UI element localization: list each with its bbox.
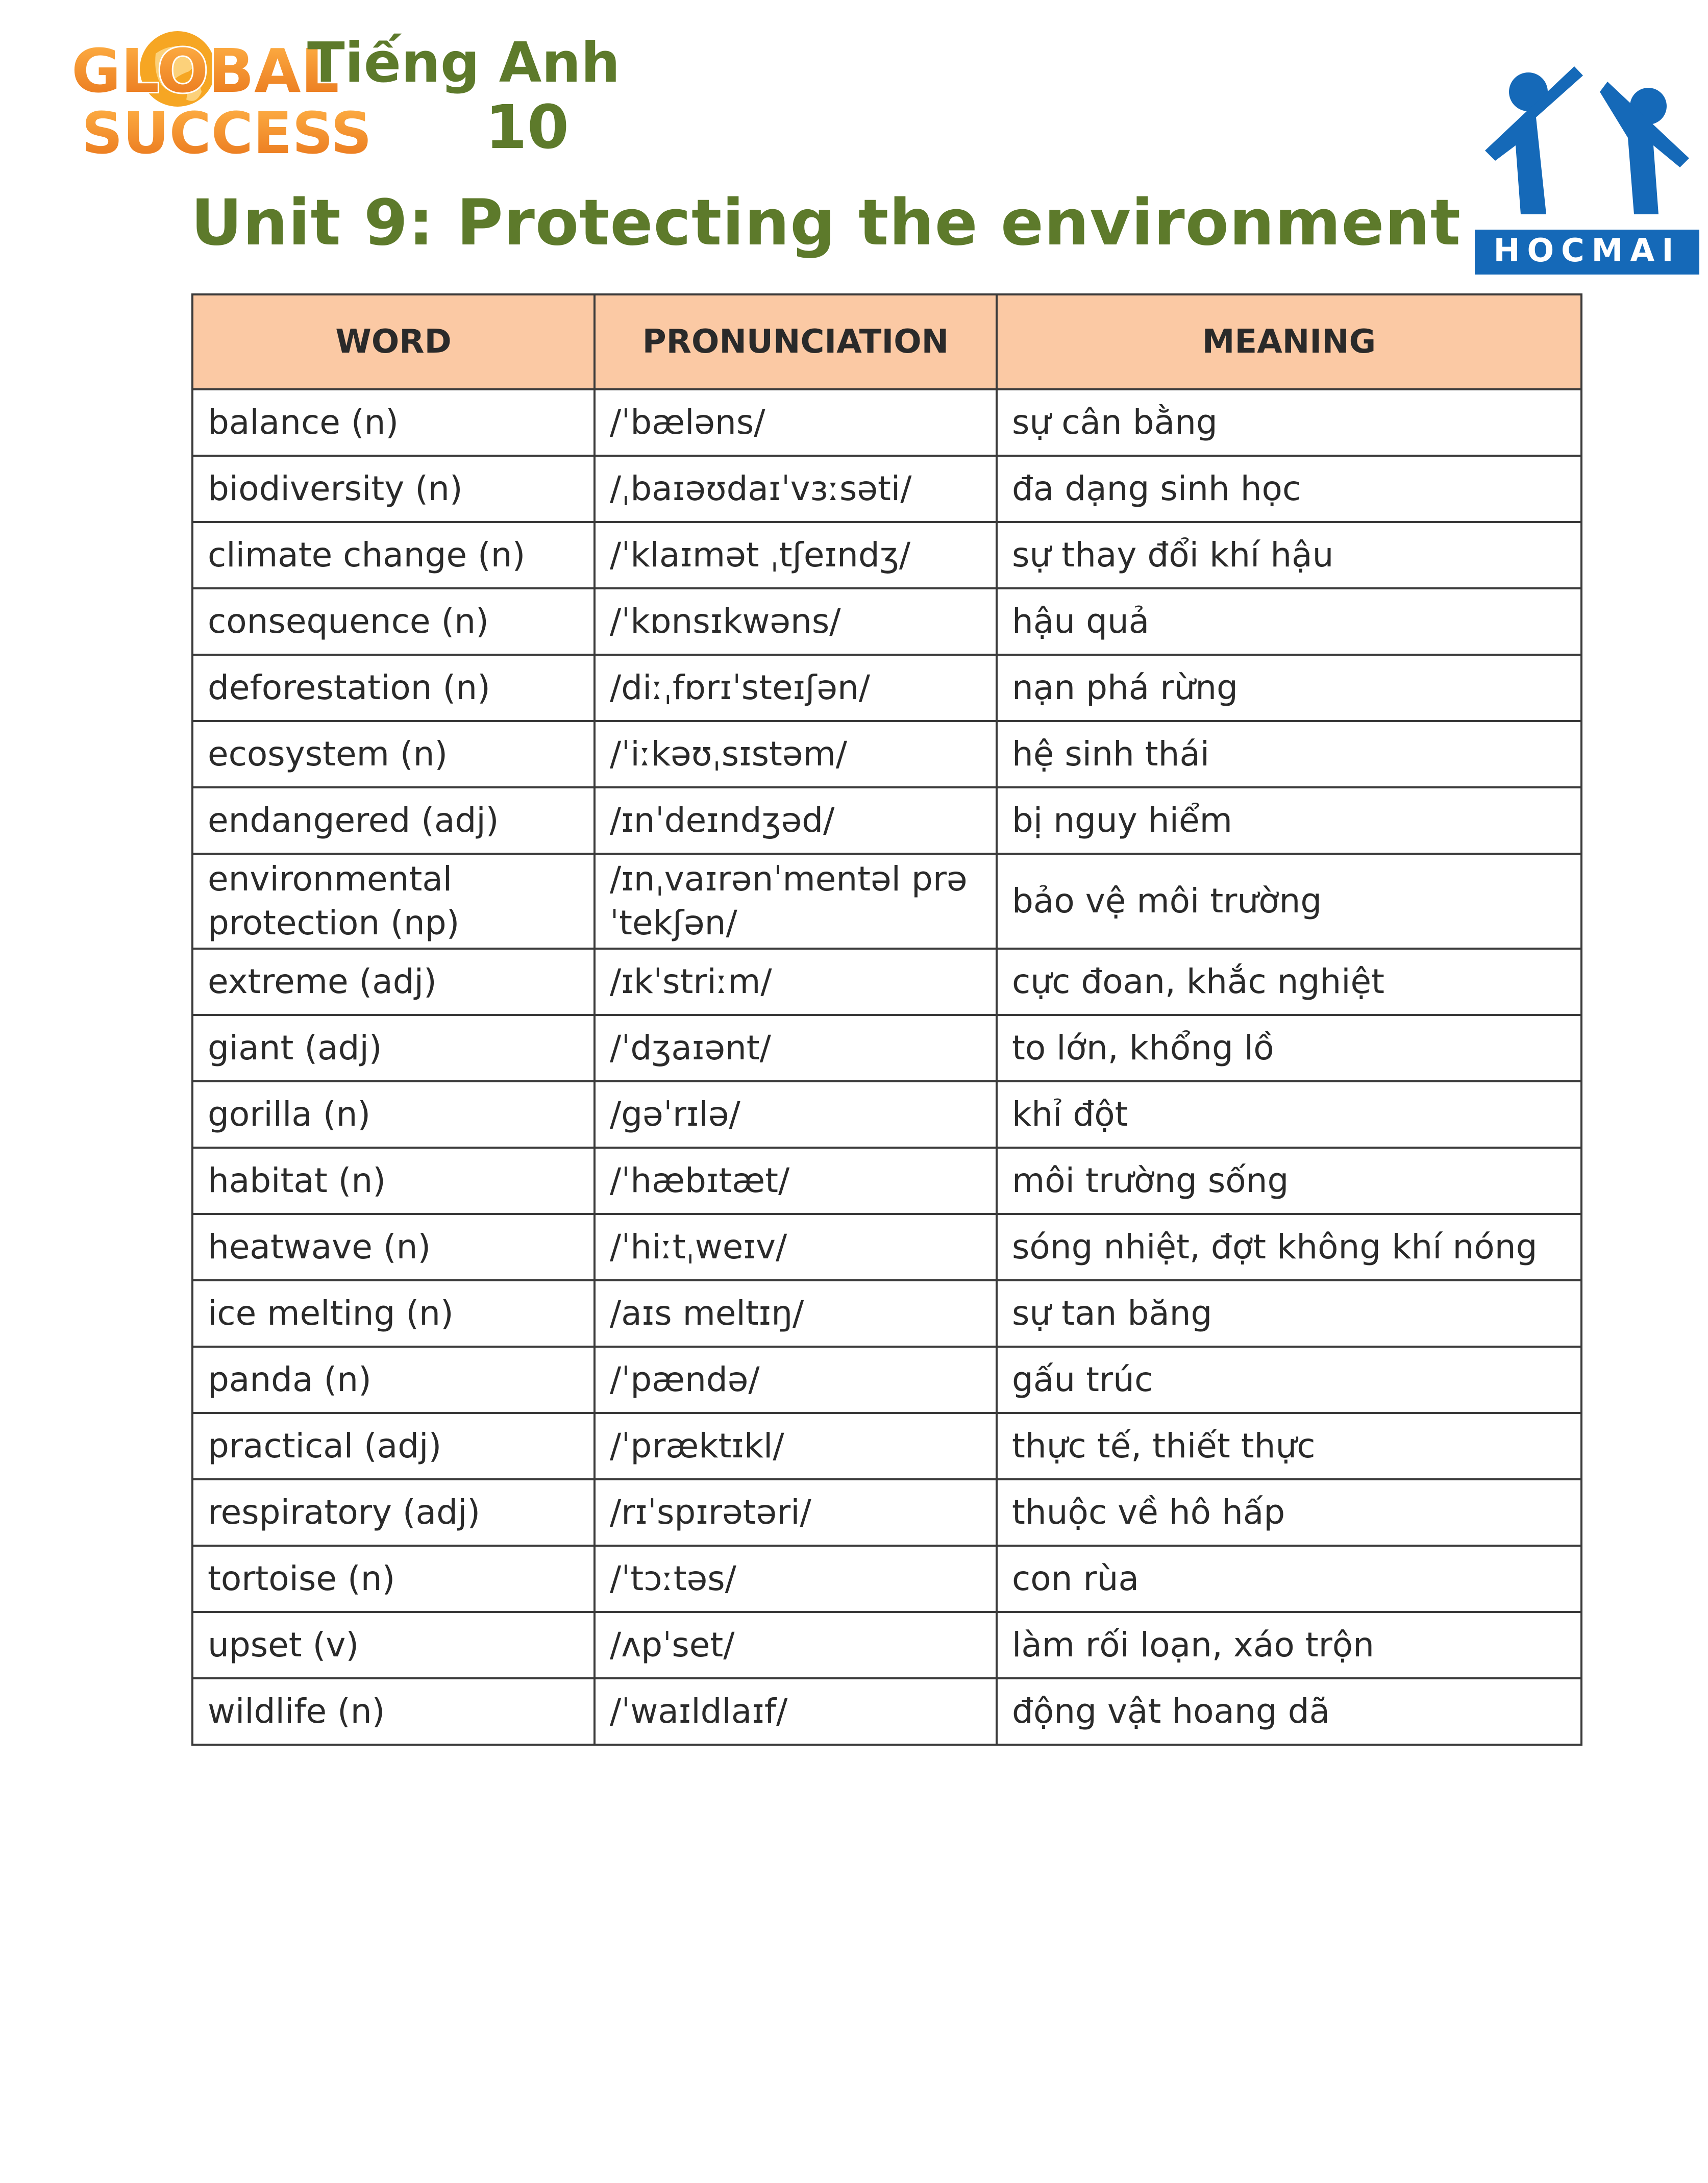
word-cell: heatwave (n) (192, 1214, 595, 1280)
table-row (192, 1479, 1581, 1546)
word-cell: extreme (adj) (192, 949, 595, 1015)
table-row (192, 1678, 1581, 1745)
meaning-cell: động vật hoang dã (997, 1678, 1581, 1745)
pronunciation-cell: /ˈtɔːtəs/ (595, 1546, 997, 1612)
logo-grade: 10 (485, 92, 569, 162)
meaning-cell: thuộc về hô hấp (997, 1479, 1581, 1546)
pronunciation-cell: /ˈkɒnsɪkwəns/ (595, 588, 997, 655)
table-row (192, 721, 1581, 787)
meaning-cell: sự cân bằng (997, 389, 1581, 456)
pronunciation-cell: /ˈklaɪmət ˌtʃeɪndʒ/ (595, 522, 997, 588)
table-row (192, 456, 1581, 522)
meaning-cell: gấu trúc (997, 1347, 1581, 1413)
table-row (192, 949, 1581, 1015)
meaning-cell: sự thay đổi khí hậu (997, 522, 1581, 588)
word-cell: tortoise (n) (192, 1546, 595, 1612)
pronunciation-cell: /ʌpˈset/ (595, 1612, 997, 1678)
word-cell: biodiversity (n) (192, 456, 595, 522)
meaning-cell: con rùa (997, 1546, 1581, 1612)
word-cell: deforestation (n) (192, 655, 595, 721)
table-row (192, 787, 1581, 854)
meaning-cell: sự tan băng (997, 1280, 1581, 1347)
meaning-cell: nạn phá rừng (997, 655, 1581, 721)
meaning-cell: bị nguy hiểm (997, 787, 1581, 854)
pronunciation-cell: /ˈhiːtˌweɪv/ (595, 1214, 997, 1280)
pronunciation-cell: /ˈiːkəʊˌsɪstəm/ (595, 721, 997, 787)
table-row (192, 655, 1581, 721)
meaning-cell: sóng nhiệt, đợt không khí nóng (997, 1214, 1581, 1280)
pronunciation-cell: /ˈdʒaɪənt/ (595, 1015, 997, 1081)
word-cell: wildlife (n) (192, 1678, 595, 1745)
pronunciation-cell: /gəˈrɪlə/ (595, 1081, 997, 1148)
table-row (192, 389, 1581, 456)
pronunciation-cell: /diːˌfɒrɪˈsteɪʃən/ (595, 655, 997, 721)
pronunciation-cell: /ɪnˈdeɪndʒəd/ (595, 787, 997, 854)
table-header-row (192, 294, 1581, 389)
table-row (192, 1347, 1581, 1413)
word-cell: gorilla (n) (192, 1081, 595, 1148)
meaning-cell: to lớn, khổng lồ (997, 1015, 1581, 1081)
word-cell: climate change (n) (192, 522, 595, 588)
table-row (192, 1413, 1581, 1479)
logo-series-line2: SUCCESS (82, 101, 372, 167)
vocabulary-table (191, 293, 1582, 1746)
pronunciation-cell: /ˈbæləns/ (595, 389, 997, 456)
pronunciation-cell: /ɪnˌvaɪrənˈmentəl prəˈtekʃən/ (595, 854, 997, 949)
table-row (192, 588, 1581, 655)
table-row (192, 1612, 1581, 1678)
word-cell: practical (adj) (192, 1413, 595, 1479)
meaning-cell: môi trường sống (997, 1148, 1581, 1214)
word-cell: panda (n) (192, 1347, 595, 1413)
meaning-cell: cực đoan, khắc nghiệt (997, 949, 1581, 1015)
table-row (192, 522, 1581, 588)
table-row (192, 1015, 1581, 1081)
hocmai-wordmark: HOCMAI (1493, 232, 1681, 269)
table-row (192, 1214, 1581, 1280)
word-cell: ecosystem (n) (192, 721, 595, 787)
word-cell: consequence (n) (192, 588, 595, 655)
page-title: Unit 9: Protecting the environment (190, 186, 1462, 260)
meaning-cell: hậu quả (997, 588, 1581, 655)
word-cell: environmental protection (np) (192, 854, 595, 949)
meaning-cell: làm rối loạn, xáo trộn (997, 1612, 1581, 1678)
pronunciation-cell: /ˈwaɪldlaɪf/ (595, 1678, 997, 1745)
table-body (192, 389, 1581, 1745)
word-cell: balance (n) (192, 389, 595, 456)
pronunciation-cell: /ɪkˈstriːm/ (595, 949, 997, 1015)
header-meaning: MEANING (997, 294, 1581, 389)
meaning-cell: thực tế, thiết thực (997, 1413, 1581, 1479)
table-row (192, 1546, 1581, 1612)
word-cell: upset (v) (192, 1612, 595, 1678)
pronunciation-cell: /rɪˈspɪrətəri/ (595, 1479, 997, 1546)
word-cell: respiratory (adj) (192, 1479, 595, 1546)
table-row (192, 854, 1581, 949)
pronunciation-cell: /ˈpræktɪkl/ (595, 1413, 997, 1479)
pronunciation-cell: /ˌbaɪəʊdaɪˈvɜːsəti/ (595, 456, 997, 522)
logo-series-line1: GLOBAL (71, 36, 339, 106)
pronunciation-cell: /aɪs meltɪŋ/ (595, 1280, 997, 1347)
header-pronunciation: PRONUNCIATION (595, 294, 997, 389)
meaning-cell: bảo vệ môi trường (997, 854, 1581, 949)
word-cell: habitat (n) (192, 1148, 595, 1214)
meaning-cell: khỉ đột (997, 1081, 1581, 1148)
word-cell: endangered (adj) (192, 787, 595, 854)
global-success-logo (66, 15, 621, 168)
pronunciation-cell: /ˈhæbɪtæt/ (595, 1148, 997, 1214)
table-row (192, 1148, 1581, 1214)
word-cell: ice melting (n) (192, 1280, 595, 1347)
table-row (192, 1081, 1581, 1148)
meaning-cell: đa dạng sinh học (997, 456, 1581, 522)
pronunciation-cell: /ˈpændə/ (595, 1347, 997, 1413)
logo-subject: Tiếng Anh (307, 31, 621, 95)
header-word: WORD (192, 294, 595, 389)
word-cell: giant (adj) (192, 1015, 595, 1081)
meaning-cell: hệ sinh thái (997, 721, 1581, 787)
table-row (192, 1280, 1581, 1347)
